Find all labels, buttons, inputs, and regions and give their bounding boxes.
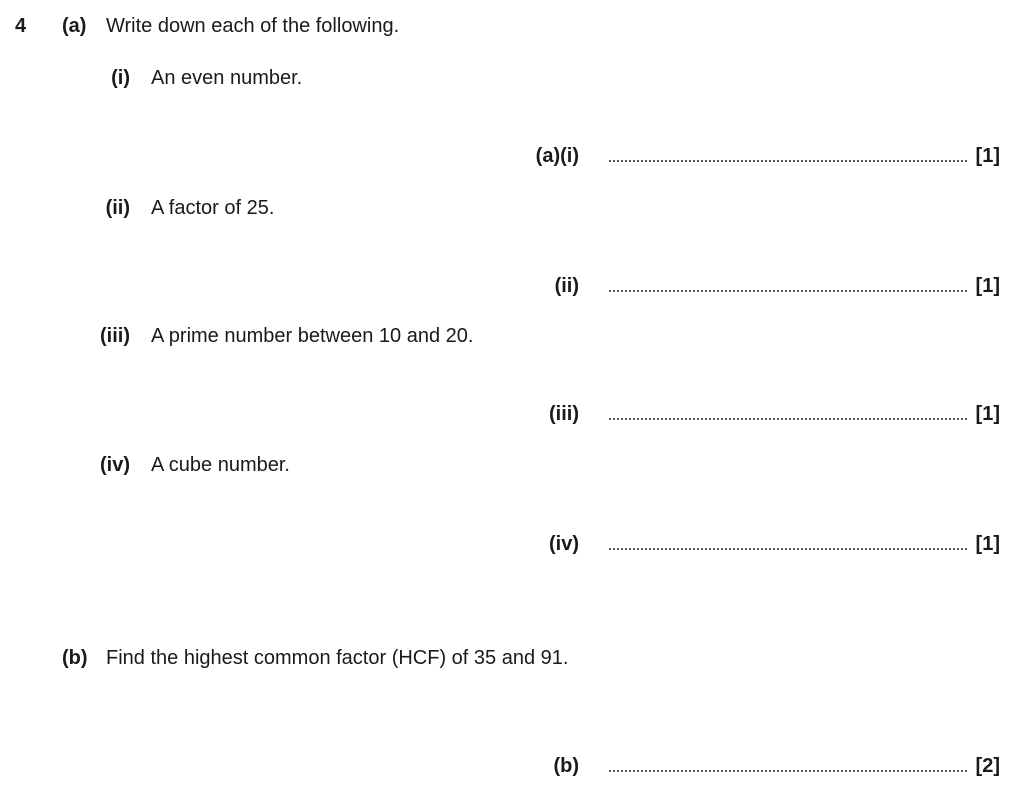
- item-ii-label: (ii): [105, 197, 130, 219]
- answer-a-iv-label: (iv): [549, 533, 579, 555]
- part-b-label: (b): [62, 647, 88, 669]
- answer-a-i-line[interactable]: [609, 160, 967, 162]
- part-a-instruction: Write down each of the following.: [106, 15, 400, 37]
- marks-a-ii: [1]: [975, 275, 1000, 297]
- marks-a-iv: [1]: [975, 533, 1000, 555]
- answer-a-ii-label: (ii): [554, 275, 579, 297]
- answer-b-label: (b): [553, 755, 579, 777]
- item-iv-text: A cube number.: [151, 454, 290, 476]
- part-a-label: (a): [62, 15, 87, 37]
- marks-a-i: [1]: [975, 145, 1000, 167]
- item-i-text: An even number.: [151, 67, 303, 89]
- marks-a-iii: [1]: [975, 403, 1000, 425]
- marks-b: [2]: [975, 755, 1000, 777]
- item-iv-label: (iv): [100, 454, 130, 476]
- item-iii-label: (iii): [100, 325, 130, 347]
- item-iii-text: A prime number between 10 and 20.: [151, 325, 474, 347]
- answer-a-iv-line[interactable]: [609, 548, 967, 550]
- answer-b-line[interactable]: [609, 770, 967, 772]
- item-i-label: (i): [111, 67, 130, 89]
- answer-a-iii-line[interactable]: [609, 418, 967, 420]
- answer-a-ii-line[interactable]: [609, 290, 967, 292]
- answer-a-iii-label: (iii): [549, 403, 579, 425]
- part-b-instruction: Find the highest common factor (HCF) of 35 and 91.: [106, 647, 569, 669]
- item-ii-text: A factor of 25.: [151, 197, 275, 219]
- answer-a-i-label: (a)(i): [535, 145, 579, 167]
- question-number: 4: [15, 15, 27, 37]
